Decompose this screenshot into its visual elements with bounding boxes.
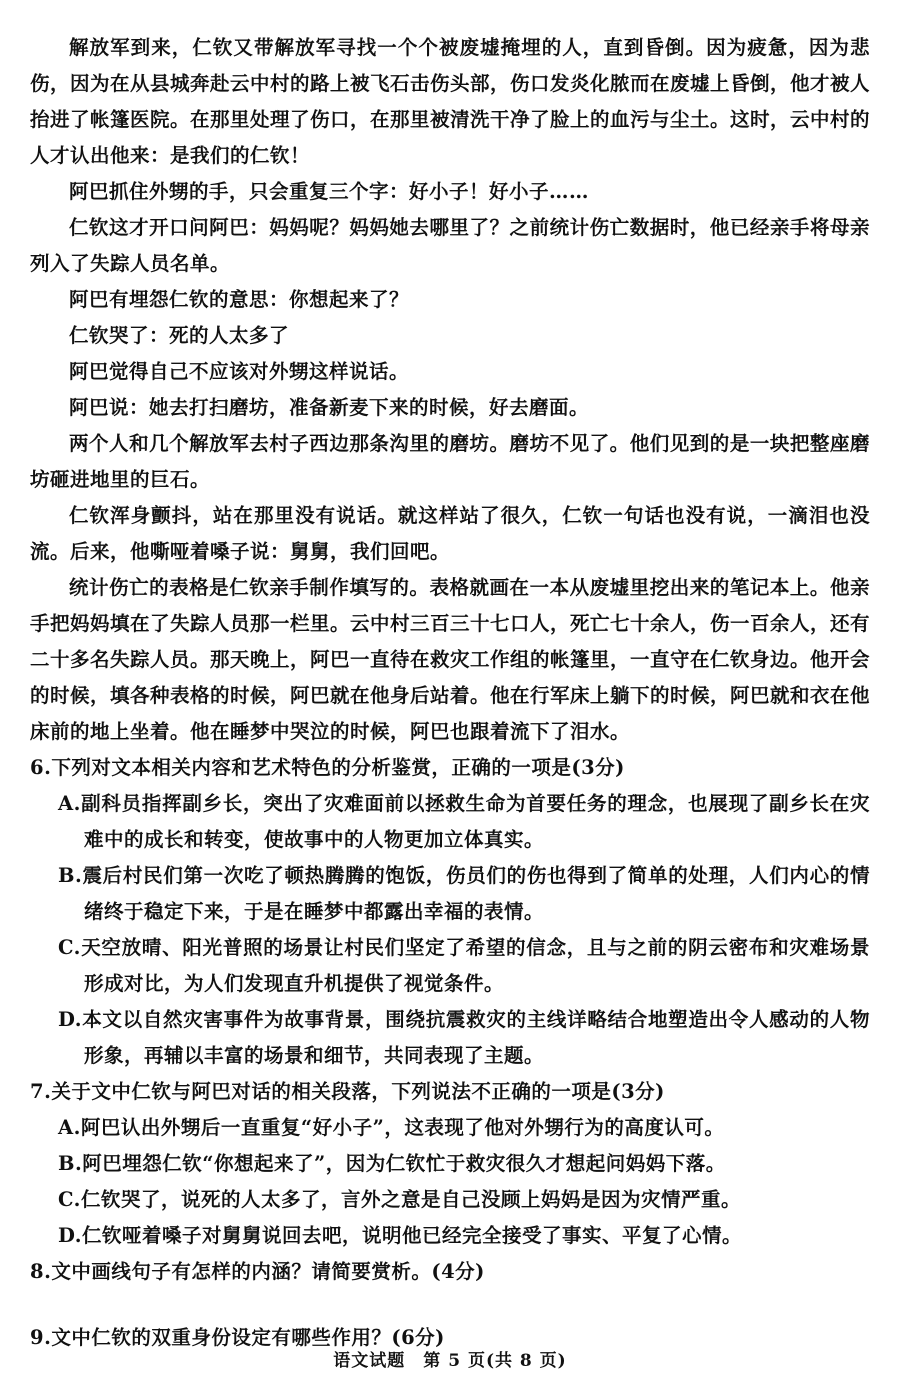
answer-option-b: B.震后村民们第一次吃了顿热腾腾的饱饭，伤员们的伤也得到了简单的处理，人们内心的情绪终于稳定下来，于是在睡梦中都露出幸福的表情。 <box>58 864 870 923</box>
answer-option-c: C.天空放晴、阳光普照的场景让村民们坚定了希望的信念，且与之前的阴云密布和灾难场景形成对比，为人们发现直升机提供了视觉条件。 <box>58 936 870 995</box>
passage-paragraph: 解放军到来，仁钦又带解放军寻找一个个被废墟掩埋的人，直到昏倒。因为疲惫，因为悲伤，因为在从县城奔赴云中村的路上被飞石击伤头部，伤口发炎化脓而在废墟上昏倒，他才被人抬进了帐篷医院。在那里处理了伤口，在那里被清洗干净了脸上的血污与尘土。这时，云中村的人才认出他来：是我们的仁钦！ <box>30 36 871 167</box>
answer-option-a: A.副科员指挥副乡长，突出了灾难面前以拯救生命为首要任务的理念，也展现了副乡长在灾难中的成长和转变，使故事中的人物更加立体真实。 <box>58 792 870 851</box>
answer-option-c: C.仁钦哭了，说死的人太多了，言外之意是自己没顾上妈妈是因为灾情严重。 <box>58 1188 741 1211</box>
question-stem: 8.文中画线句子有怎样的内涵？请简要赏析。(4分) <box>30 1260 485 1283</box>
answer-option-a: A.阿巴认出外甥后一直重复“好小子”，这表现了他对外甥行为的高度认可。 <box>58 1116 725 1139</box>
answer-option-d: D.本文以自然灾害事件为故事背景，围绕抗震救灾的主线详略结合地塑造出令人感动的人物形象，再辅以丰富的场景和细节，共同表现了主题。 <box>58 1008 870 1067</box>
passage-paragraph: 仁钦哭了：死的人太多了 <box>69 324 290 347</box>
answer-option-b: B.阿巴埋怨仁钦“你想起来了”，因为仁钦忙于救灾很久才想起问妈妈下落。 <box>58 1152 726 1175</box>
question-6 <box>30 750 870 1074</box>
question-stem: 6.下列对文本相关内容和艺术特色的分析鉴赏，正确的一项是(3分) <box>30 756 625 779</box>
passage-paragraph: 统计伤亡的表格是仁钦亲手制作填写的。表格就画在一本从废墟里挖出来的笔记本上。他亲手把妈妈填在了失踪人员那一栏里。云中村三百三十七口人，死亡七十余人，伤一百余人，还有二十多名失踪人员。那天晚上，阿巴一直待在救灾工作组的帐篷里，一直守在仁钦身边。他开会的时候，填各种表格的时候，阿巴就在他身后站着。他在行军床上躺下的时候，阿巴就和衣在他床前的地上坐着。他在睡梦中哭泣的时候，阿巴也跟着流下了泪水。 <box>30 576 871 743</box>
passage-paragraph: 仁钦这才开口问阿巴：妈妈呢？妈妈她去哪里了？之前统计伤亡数据时，他已经亲手将母亲列入了失踪人员名单。 <box>30 216 870 275</box>
passage-paragraph: 阿巴觉得自己不应该对外甥这样说话。 <box>69 360 410 383</box>
question-8 <box>30 1254 870 1290</box>
passage-paragraph: 仁钦浑身颤抖，站在那里没有说话。就这样站了很久，仁钦一句话也没有说，一滴泪也没流。后来，他嘶哑着嗓子说：舅舅，我们回吧。 <box>30 504 870 563</box>
passage-paragraph: 阿巴抓住外甥的手，只会重复三个字：好小子！好小子…… <box>69 180 590 203</box>
question-7 <box>30 1074 870 1254</box>
passage-paragraph: 阿巴有埋怨仁钦的意思：你想起来了？ <box>69 288 410 311</box>
question-stem: 9.文中仁钦的双重身份设定有哪些作用？(6分) <box>30 1326 445 1349</box>
question-stem: 7.关于文中仁钦与阿巴对话的相关段落，下列说法不正确的一项是(3分) <box>30 1080 665 1103</box>
reading-passage <box>30 30 870 750</box>
answer-option-d: D.仁钦哑着嗓子对舅舅说回去吧，说明他已经完全接受了事实、平复了心情。 <box>58 1224 743 1247</box>
page-footer: 语文试题 第 5 页(共 8 页) <box>333 1351 567 1371</box>
passage-paragraph: 阿巴说：她去打扫磨坊，准备新麦下来的时候，好去磨面。 <box>69 396 590 419</box>
passage-paragraph: 两个人和几个解放军去村子西边那条沟里的磨坊。磨坊不见了。他们见到的是一块把整座磨坊砸进地里的巨石。 <box>30 432 870 491</box>
